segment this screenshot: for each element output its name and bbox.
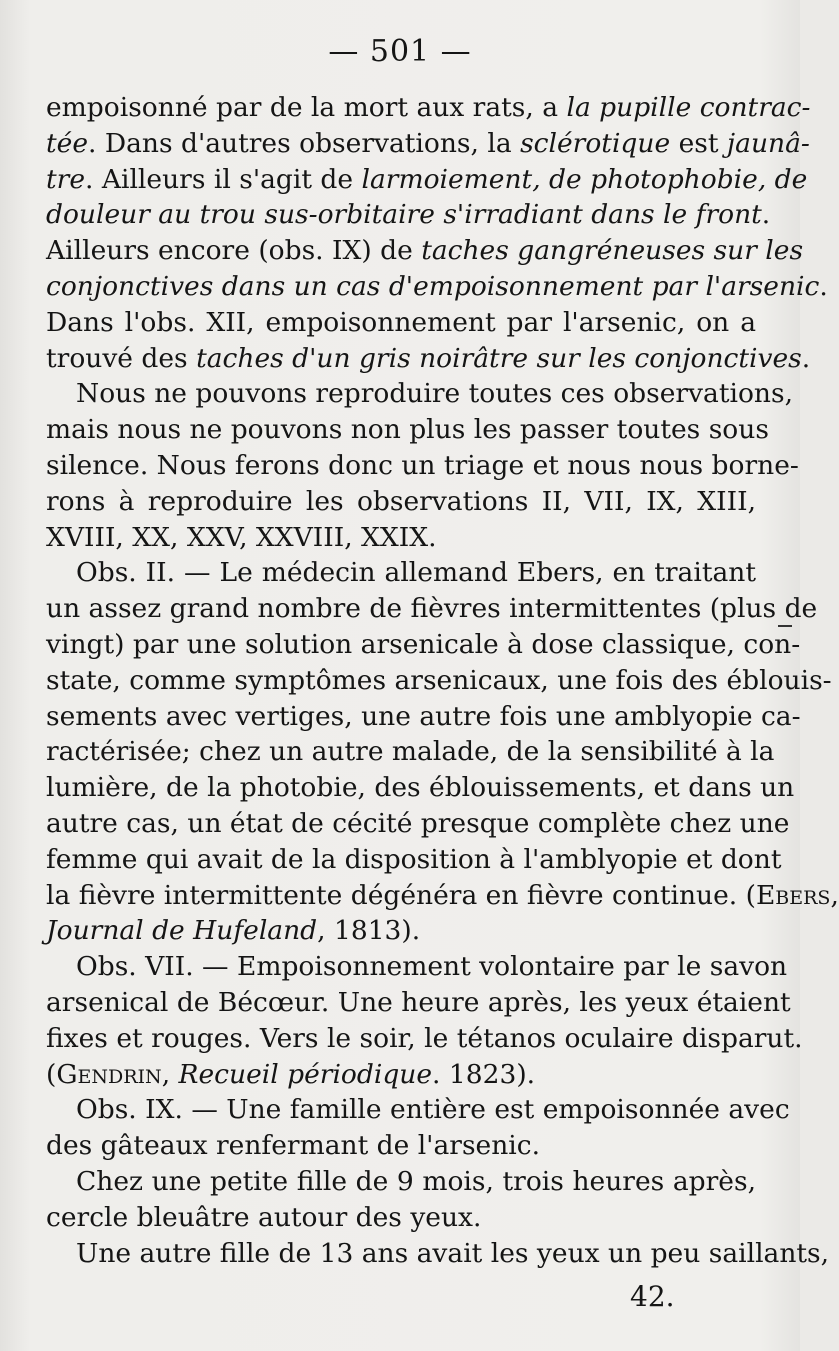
text-segment: ( — [46, 1058, 57, 1090]
text-line — [46, 591, 818, 627]
page-number: — 501 — — [328, 34, 472, 69]
text-segment: arsenical de Bécœur. Une heure après, les yeux étaient — [46, 986, 791, 1018]
text-segment: , — [161, 1058, 179, 1090]
text-line — [46, 233, 804, 269]
text-segment: Nous ne pouvons reproduire toutes ces observations, — [76, 378, 794, 410]
text-segment: taches d'un gris noirâtre sur les conjonctives — [196, 342, 802, 374]
text-line — [46, 663, 832, 699]
text-segment: , 1813). — [317, 915, 421, 947]
text-segment: . 1823). — [432, 1058, 536, 1090]
text-line — [46, 162, 808, 198]
text-line — [46, 1236, 830, 1272]
text-segment: Une autre fille de 13 ans avait les yeux un peu saillants, — [76, 1237, 830, 1269]
signature-mark: 42. — [630, 1280, 675, 1313]
text-segment: douleur au trou sus-orbitaire s'irradiant dans le front — [46, 199, 762, 231]
text-segment: jaunâ- — [726, 127, 810, 159]
text-segment: Ailleurs encore (obs. IX) de — [46, 235, 422, 267]
text-line — [46, 734, 775, 770]
text-segment: Obs. II. — Le médecin allemand Ebers, en traitant — [76, 557, 756, 589]
text-segment: cercle bleuâtre autour des yeux. — [46, 1201, 482, 1233]
text-line — [46, 1021, 803, 1057]
text-segment: tre — [46, 163, 85, 195]
text-line — [46, 126, 810, 162]
text-segment: Obs. IX. — Une famille entière est empoisonnée avec — [76, 1094, 790, 1126]
text-segment: lumière, de la photobie, des éblouissements, et dans un — [46, 772, 795, 804]
text-segment: tée — [46, 127, 89, 159]
text-segment: Chez une petite fille de 9 mois, trois heures après, — [76, 1165, 756, 1197]
text-line — [46, 949, 788, 985]
text-segment: mais nous ne pouvons non plus les passer toutes sous — [46, 414, 769, 446]
text-line — [46, 520, 756, 556]
text-segment: taches gangréneuses sur les — [421, 235, 804, 267]
text-segment: vingt) par une solution arsenicale à dose classique, con- — [46, 628, 801, 660]
text-segment: state, comme symptômes arsenicaux, une fois des éblouis- — [46, 664, 832, 696]
text-line — [46, 842, 782, 878]
text-segment: Gendrin — [56, 1058, 162, 1090]
text-line — [46, 484, 756, 520]
text-segment: rons à reproduire les observations II, VII, IX, XIII, — [46, 485, 756, 517]
text-line — [46, 269, 828, 305]
text-segment: empoisonné par de la mort aux rats, a — [46, 92, 567, 123]
text-line — [46, 1057, 756, 1093]
text-segment: XVIII, XX, XXV, XXVIII, XXIX. — [46, 521, 437, 553]
text-line — [46, 1128, 756, 1164]
text-segment: Obs. VII. — Empoisonnement volontaire par le savon — [76, 951, 788, 983]
text-line — [46, 699, 801, 735]
text-line — [46, 197, 771, 233]
text-line — [46, 913, 756, 949]
text-line — [46, 1092, 790, 1128]
text-segment: . — [819, 270, 828, 302]
text-segment: . — [801, 342, 811, 374]
text-segment: . Dans d'autres observations, la — [88, 127, 521, 159]
text-line — [46, 305, 756, 341]
text-segment: autre cas, un état de cécité presque complète chez une — [46, 807, 790, 839]
text-line — [46, 341, 811, 377]
text-segment: la pupille contrac- — [566, 92, 811, 123]
text-segment: un assez grand nombre de fièvres intermittentes (plus de — [46, 593, 818, 625]
text-line — [46, 376, 794, 412]
text-segment: femme qui avait de la disposition à l'amblyopie et dont — [46, 843, 782, 875]
text-line — [46, 448, 799, 484]
text-line — [46, 985, 791, 1021]
text-segment: conjonctives dans un cas d'empoisonnement par l'arsenic — [46, 270, 820, 302]
text-segment: Dans l'obs. XII, empoisonnement par l'arsenic, on a — [46, 306, 756, 338]
text-segment: la fièvre intermittente dégénéra en fièvre continue. ( — [46, 879, 756, 911]
text-line — [46, 878, 839, 914]
margin-mark — [778, 625, 792, 627]
text-segment: larmoiement, de photophobie, de — [361, 163, 808, 195]
text-line — [46, 90, 811, 126]
text-segment: Ebers — [755, 879, 831, 911]
text-segment: . — [761, 199, 771, 231]
text-line — [46, 806, 790, 842]
text-line — [46, 1164, 756, 1200]
text-segment: des gâteaux renfermant de l'arsenic. — [46, 1130, 541, 1162]
text-segment: Recueil périodique — [178, 1058, 433, 1090]
text-line — [46, 555, 756, 591]
text-segment: silence. Nous ferons donc un triage et nous nous borne- — [46, 449, 799, 481]
text-line — [46, 627, 801, 663]
text-segment: . Ailleurs il s'agit de — [85, 163, 362, 195]
text-segment: ractérisée; chez un autre malade, de la sensibilité à la — [46, 736, 775, 768]
text-line — [46, 1200, 756, 1236]
body-text — [46, 90, 839, 1271]
text-segment: sclérotique — [520, 127, 671, 159]
text-segment: Journal de Hufeland — [46, 915, 318, 947]
text-segment: fixes et rouges. Vers le soir, le tétanos oculaire disparut. — [46, 1022, 803, 1054]
text-segment: est — [670, 127, 727, 159]
text-segment: sements avec vertiges, une autre fois une amblyopie ca- — [46, 700, 801, 732]
text-segment: , — [830, 879, 839, 911]
text-line — [46, 412, 769, 448]
text-segment: trouvé des — [46, 342, 197, 374]
text-line — [46, 770, 795, 806]
